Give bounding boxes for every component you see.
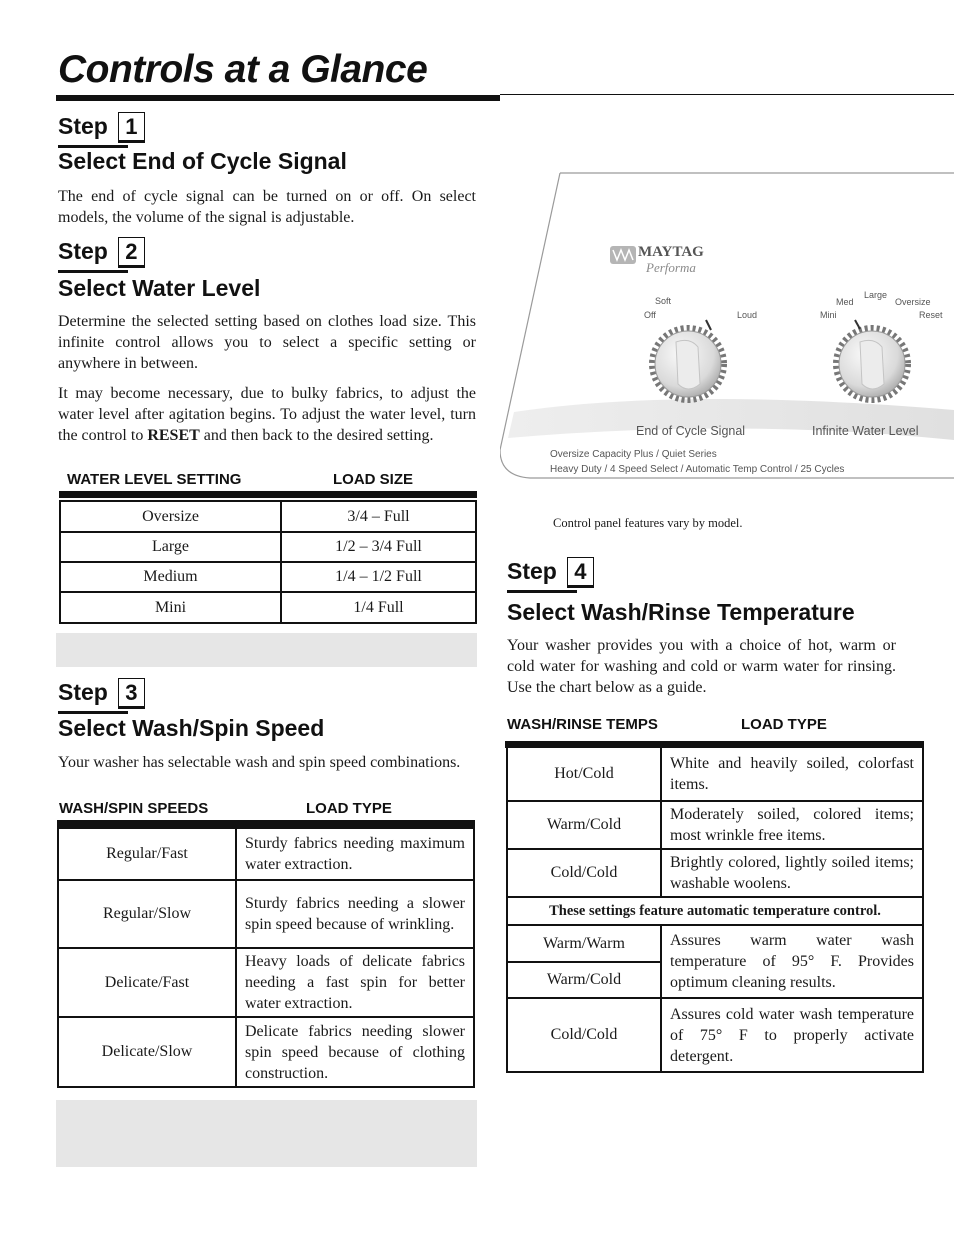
- table-cell: Sturdy fabrics needing maximum water extraction.: [236, 828, 474, 880]
- gray-note-box: [56, 633, 477, 667]
- table-cell: Regular/Slow: [58, 880, 236, 948]
- reset-keyword: RESET: [147, 427, 200, 444]
- table-cell: Heavy loads of delicate fabrics needing a fast spin for better water extraction.: [236, 948, 474, 1017]
- table-row: [507, 747, 923, 801]
- temp-table-header-load: LOAD TYPE: [741, 716, 827, 733]
- series-line-2: Heavy Duty / 4 Speed Select / Automatic Temp Control / 25 Cycles: [550, 464, 845, 475]
- table-cell: Delicate/Fast: [58, 948, 236, 1017]
- table-cell: White and heavily soiled, colorfast items.: [661, 747, 923, 801]
- table-row: [58, 948, 474, 1017]
- table-top-rule: [59, 491, 477, 498]
- table-cell: Delicate fabrics needing slower spin speed because of clothing construction.: [236, 1017, 474, 1087]
- table-row: [58, 1017, 474, 1087]
- table-cell: Delicate/Slow: [58, 1017, 236, 1087]
- table-row: [507, 925, 923, 962]
- step-3-heading: Select Wash/Spin Speed: [58, 715, 325, 741]
- table-cell: 3/4 – Full: [281, 501, 476, 532]
- table-cell: Sturdy fabrics needing a slower spin speed because of wrinkling.: [236, 880, 474, 948]
- end-of-cycle-signal-label: End of Cycle Signal: [636, 424, 746, 438]
- auto-temp-note: These settings feature automatic temperature control.: [507, 897, 923, 925]
- table-cell: Medium: [60, 562, 281, 592]
- table-row: [507, 998, 923, 1072]
- step-label: Step: [58, 679, 108, 708]
- table-row: [507, 801, 923, 849]
- table-row: [60, 592, 476, 623]
- signal-loud-label: Loud: [737, 310, 758, 320]
- step-4-heading: Select Wash/Rinse Temperature: [507, 599, 855, 625]
- table-cell: Warm/Cold: [507, 801, 661, 849]
- table-cell: Warm/Cold: [507, 962, 661, 998]
- table-cell: Cold/Cold: [507, 849, 661, 897]
- signal-soft-label: Soft: [655, 296, 672, 306]
- table-cell: Cold/Cold: [507, 998, 661, 1072]
- step-label: Step: [507, 558, 557, 587]
- table-cell: Mini: [60, 592, 281, 623]
- water-table-header-load: LOAD SIZE: [333, 471, 414, 488]
- table-cell: Assures cold water wash temperature of 75° F to properly activate detergent.: [661, 998, 923, 1072]
- wash-rinse-table: [506, 746, 924, 1073]
- level-med-label: Med: [836, 297, 854, 307]
- table-row: [507, 897, 923, 925]
- table-cell: Regular/Fast: [58, 828, 236, 880]
- water-table-header-setting: WATER LEVEL SETTING: [67, 471, 242, 488]
- step-number: 3: [118, 678, 145, 709]
- table-row: [58, 828, 474, 880]
- signal-off-label: Off: [644, 310, 656, 320]
- step-number: 2: [118, 237, 145, 268]
- page-title: Controls at a Glance: [58, 48, 428, 91]
- performa-logo: Performa: [646, 260, 696, 275]
- step-1-marker: [58, 112, 145, 143]
- step-2-marker: [58, 237, 145, 268]
- level-reset-label: Reset: [919, 310, 943, 320]
- table-cell: 1/4 Full: [281, 592, 476, 623]
- table-row: [60, 501, 476, 532]
- step-2-heading: Select Water Level: [58, 275, 261, 301]
- step-4-text: Your washer provides you with a choice of hot, warm or cold water for washing and cold or warm water for rinsing. Use the chart below as a guide.: [507, 637, 896, 696]
- table-row: [507, 849, 923, 897]
- step-3-text: Your washer has selectable wash and spin speed combinations.: [58, 754, 461, 771]
- table-top-rule: [57, 820, 475, 827]
- panel-caption: Control panel features vary by model.: [553, 516, 743, 530]
- table-cell: 1/2 – 3/4 Full: [281, 532, 476, 562]
- table-cell: Large: [60, 532, 281, 562]
- level-oversize-label: Oversize: [895, 297, 931, 307]
- step-2-text-1: Determine the selected setting based on clothes load size. This infinite control allows you to select a specific setting or anywhere in between.: [58, 313, 476, 372]
- table-row: [60, 532, 476, 562]
- table-row: [60, 562, 476, 592]
- table-cell: Warm/Warm: [507, 925, 661, 962]
- step-4-marker: [507, 557, 594, 588]
- table-cell: Brightly colored, lightly soiled items; washable woolens.: [661, 849, 923, 897]
- step-label: Step: [58, 238, 108, 267]
- step-2-text-2: It may become necessary, due to bulky fabrics, to adjust the water level after agitation begins. To adjust the water level, turn the control to RESET and then back to the desired setting.: [58, 385, 476, 444]
- table-cell: Assures warm water wash temperature of 95° F. Provides optimum cleaning results.: [661, 925, 923, 998]
- title-rule: [56, 95, 500, 101]
- wash-spin-table: [57, 827, 475, 1088]
- step-3-marker: [58, 678, 145, 709]
- speed-table-header-load: LOAD TYPE: [306, 800, 392, 817]
- step-1-text: The end of cycle signal can be turned on or off. On select models, the volume of the signal is adjustable.: [58, 188, 476, 226]
- control-panel-illustration: [500, 172, 954, 508]
- table-cell: Moderately soiled, colored items; most wrinkle free items.: [661, 801, 923, 849]
- table-cell: 1/4 – 1/2 Full: [281, 562, 476, 592]
- step-1-heading: Select End of Cycle Signal: [58, 148, 347, 174]
- title-rule-thin: [500, 94, 954, 95]
- table-row: [58, 880, 474, 948]
- gray-note-box: [56, 1100, 477, 1167]
- level-large-label: Large: [864, 290, 888, 300]
- table-cell: Oversize: [60, 501, 281, 532]
- step-label: Step: [58, 113, 108, 142]
- level-mini-label: Mini: [820, 310, 837, 320]
- series-line-1: Oversize Capacity Plus / Quiet Series: [550, 449, 717, 460]
- maytag-logo: MAYTAG: [638, 244, 704, 260]
- infinite-water-level-label: Infinite Water Level: [812, 424, 919, 438]
- water-level-table: [59, 500, 477, 624]
- temp-table-header-temps: WASH/RINSE TEMPS: [507, 716, 658, 733]
- speed-table-header-speeds: WASH/SPIN SPEEDS: [59, 800, 209, 817]
- table-cell: Hot/Cold: [507, 747, 661, 801]
- step-number: 1: [118, 112, 145, 143]
- step-number: 4: [567, 557, 594, 588]
